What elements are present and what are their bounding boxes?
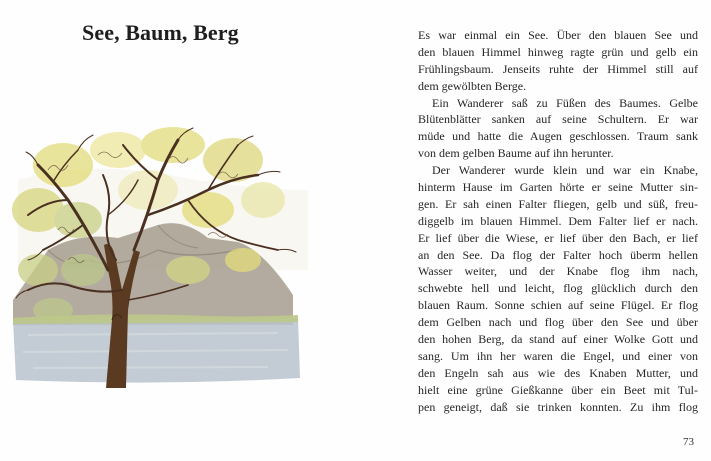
text-line: hielt eine grüne Gießkanne über ein Beet mit Tul- (418, 382, 698, 397)
text-line: Frühlingsbaum. Jenseits ruhte der Himmel still auf (418, 61, 698, 76)
text-line: blauen Raum. Sonne schien auf seine Flügel. Er flog (418, 298, 698, 313)
text-line: sang. Um ihn her waren die Engel, und einer von (418, 348, 698, 363)
text-line: dem Gelben nach und flog über den See und über (418, 315, 698, 330)
text-line: Es war einmal ein See. Über den blauen See und (418, 28, 698, 42)
text-line: diggelb im blauen Himmel. Dem Falter lief er nach. (418, 213, 698, 228)
text-line: müde und hatte die Augen geschlossen. Traum sank (418, 129, 698, 144)
text-line: Ein Wanderer saß zu Füßen des Baumes. Gelbe (432, 95, 698, 110)
text-line: Wasser weiter, und der Knabe flog ihm nach, (418, 264, 698, 279)
text-line: schwebte hell und leicht, flog glücklich durch den (418, 281, 698, 296)
right-page (355, 0, 711, 461)
left-page (0, 0, 355, 461)
text-line: von dem gelben Baume auf ihn herunter. (418, 146, 614, 161)
text-line: den hohen Berg, da stand auf einer Wolke Gott und (418, 332, 698, 347)
text-line: pen geneigt, daß sie trinken konnten. Zu ihm flog (418, 399, 698, 414)
text-line: den Engeln sah aus wie des Knaben Mutter, und (418, 365, 698, 380)
story-title: See, Baum, Berg (82, 20, 239, 45)
tree-lake-mountain-illustration (8, 120, 308, 390)
text-line: hinterm Hause im Garten hörte er seine Mutter sin- (418, 180, 698, 195)
text-line: Blütenblätter sanken auf seine Schultern. Er war (418, 112, 698, 127)
text-line: Der Wanderer wurde klein und war ein Knabe, (432, 163, 698, 178)
text-line: Er lief über die Wiese, er lief über den Bach, er lief (418, 230, 698, 245)
page-number: 73 (683, 436, 694, 448)
text-line: gen. Er sah einen Falter fliegen, gelb und süß, freu- (418, 196, 698, 211)
text-line: den blauen Himmel hinweg ragte grün und gelb ein (418, 44, 698, 59)
text-line: an den See. Da flog der Falter hoch überm hellen (418, 247, 698, 262)
text-line: dem gewölbten Berge. (418, 78, 527, 93)
story-text (418, 27, 698, 415)
